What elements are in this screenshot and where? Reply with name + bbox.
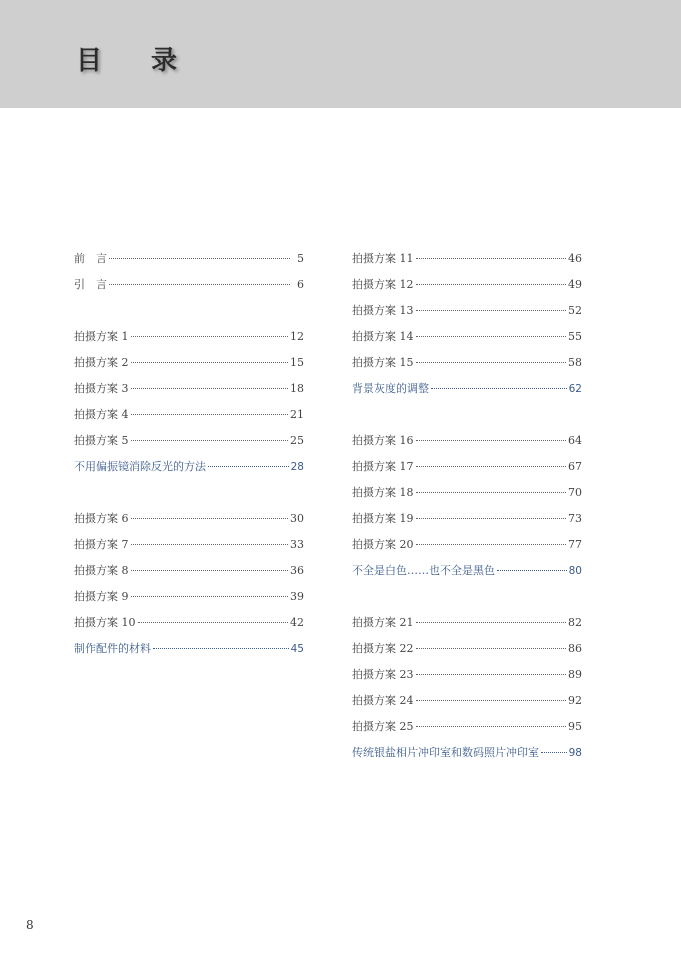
toc-entry[interactable] [74,614,304,640]
toc-entry-label: 拍摄方案 1 [74,330,129,343]
toc-entry-page: 64 [568,434,582,447]
toc-entry[interactable] [352,484,582,510]
dot-leader [416,284,567,285]
dot-leader [416,310,567,311]
toc-entry[interactable] [352,640,582,666]
toc-entry[interactable] [74,562,304,588]
toc-entry-label: 引 言 [74,278,107,291]
toc-entry[interactable] [74,510,304,536]
toc-entry-label: 拍摄方案 25 [352,720,414,733]
toc-entry[interactable] [74,354,304,380]
toc-entry-page: 6 [297,278,304,291]
dot-leader [416,544,567,545]
toc-section-entry[interactable] [74,640,304,666]
toc-entry-label: 拍摄方案 9 [74,590,129,603]
header-band [0,0,681,108]
toc-spacer [352,588,582,614]
toc-entry-page: 46 [568,252,582,265]
toc-spacer [352,406,582,432]
toc-entry[interactable] [74,432,304,458]
toc-entry-page: 5 [297,252,304,265]
toc-entry[interactable] [74,536,304,562]
toc-entry[interactable] [352,276,582,302]
toc-entry-label: 不全是白色……也不全是黑色 [352,564,495,577]
toc-entry-page: 49 [568,278,582,291]
toc-entry[interactable] [352,510,582,536]
toc-entry[interactable] [352,536,582,562]
toc-entry-page: 86 [568,642,582,655]
toc-entry-page: 92 [568,694,582,707]
toc-entry-page: 39 [290,590,304,603]
toc-entry-page: 95 [568,720,582,733]
page-number: 8 [26,918,34,932]
toc-entry-label: 拍摄方案 10 [74,616,136,629]
toc-entry-page: 82 [568,616,582,629]
dot-leader [208,466,289,467]
toc-entry-label: 拍摄方案 22 [352,642,414,655]
toc-entry-label: 拍摄方案 4 [74,408,129,421]
toc-entry[interactable] [74,406,304,432]
toc-entry-page: 30 [290,512,304,525]
toc-section-entry[interactable] [352,562,582,588]
toc-entry-page: 45 [290,643,304,655]
toc-entry-label: 拍摄方案 2 [74,356,129,369]
dot-leader [131,414,289,415]
toc-entry-page: 12 [290,330,304,343]
toc-entry-label: 制作配件的材料 [74,642,151,655]
toc-entry-label: 拍摄方案 7 [74,538,129,551]
page-title: 目 录 [76,46,198,76]
toc-entry-page: 21 [290,408,304,421]
dot-leader [138,622,289,623]
toc-entry[interactable] [352,302,582,328]
toc-entry-label: 拍摄方案 11 [352,252,414,265]
toc-entry-label: 前 言 [74,252,107,265]
toc-entry-page: 42 [290,616,304,629]
toc-section-entry[interactable] [352,744,582,770]
toc-entry-page: 55 [568,330,582,343]
toc-entry-page: 25 [290,434,304,447]
toc-entry-page: 98 [568,747,582,759]
dot-leader [131,336,289,337]
dot-leader [131,440,289,441]
dot-leader [153,648,289,649]
toc-entry-label: 拍摄方案 12 [352,278,414,291]
dot-leader [131,596,289,597]
toc-entry-page: 36 [290,564,304,577]
toc-entry-page: 18 [290,382,304,395]
toc-entry-page: 77 [568,538,582,551]
toc-spacer [74,484,304,510]
toc-entry[interactable] [352,692,582,718]
toc-entry-page: 70 [568,486,582,499]
dot-leader [541,752,567,753]
toc-entry-label: 拍摄方案 19 [352,512,414,525]
toc-entry-label: 拍摄方案 3 [74,382,129,395]
dot-leader [416,492,567,493]
toc-entry-label: 拍摄方案 21 [352,616,414,629]
toc-entry[interactable] [74,250,304,276]
dot-leader [416,336,567,337]
dot-leader [416,362,567,363]
toc-entry-label: 拍摄方案 16 [352,434,414,447]
toc-entry[interactable] [352,432,582,458]
toc-entry-label: 拍摄方案 18 [352,486,414,499]
dot-leader [416,726,567,727]
dot-leader [109,284,290,285]
dot-leader [416,674,567,675]
toc-entry-page: 80 [568,565,582,577]
toc-spacer [74,302,304,328]
toc-entry-label: 拍摄方案 20 [352,538,414,551]
toc-entry-label: 拍摄方案 23 [352,668,414,681]
toc-entry-page: 89 [568,668,582,681]
toc-entry-label: 背景灰度的调整 [352,382,429,395]
toc-entry-label: 拍摄方案 17 [352,460,414,473]
dot-leader [416,466,567,467]
toc-entry-label: 拍摄方案 13 [352,304,414,317]
dot-leader [131,362,289,363]
toc-entry-page: 15 [290,356,304,369]
toc-entry-label: 拍摄方案 8 [74,564,129,577]
dot-leader [109,258,290,259]
toc-entry[interactable] [352,614,582,640]
toc-entry[interactable] [74,588,304,614]
toc-entry[interactable] [352,354,582,380]
toc-entry-label: 不用偏振镜消除反光的方法 [74,460,206,473]
dot-leader [497,570,567,571]
dot-leader [416,258,567,259]
toc-entry-label: 拍摄方案 5 [74,434,129,447]
dot-leader [131,570,289,571]
dot-leader [431,388,567,389]
toc-entry-label: 拍摄方案 15 [352,356,414,369]
toc-entry-page: 73 [568,512,582,525]
dot-leader [131,388,289,389]
toc-entry-page: 62 [568,383,582,395]
toc-right-column [352,250,582,770]
dot-leader [131,544,289,545]
toc-section-entry[interactable] [74,458,304,484]
toc-entry[interactable] [352,250,582,276]
toc-entry[interactable] [74,276,304,302]
dot-leader [416,700,567,701]
toc-entry-label: 拍摄方案 14 [352,330,414,343]
toc-entry[interactable] [74,380,304,406]
toc-entry-page: 58 [568,356,582,369]
dot-leader [416,440,567,441]
toc-entry[interactable] [352,718,582,744]
toc-entry-label: 拍摄方案 6 [74,512,129,525]
dot-leader [131,518,289,519]
dot-leader [416,622,567,623]
toc-entry-label: 传统银盐相片冲印室和数码照片冲印室 [352,746,539,759]
dot-leader [416,518,567,519]
dot-leader [416,648,567,649]
toc-entry-label: 拍摄方案 24 [352,694,414,707]
toc-left-column [74,250,304,666]
toc-section-entry[interactable] [352,380,582,406]
toc-entry[interactable] [352,328,582,354]
toc-entry-page: 52 [568,304,582,317]
toc-entry[interactable] [352,666,582,692]
toc-entry-page: 28 [290,461,304,473]
toc-entry[interactable] [352,458,582,484]
toc-entry-page: 33 [290,538,304,551]
toc-entry[interactable] [74,328,304,354]
toc-entry-page: 67 [568,460,582,473]
